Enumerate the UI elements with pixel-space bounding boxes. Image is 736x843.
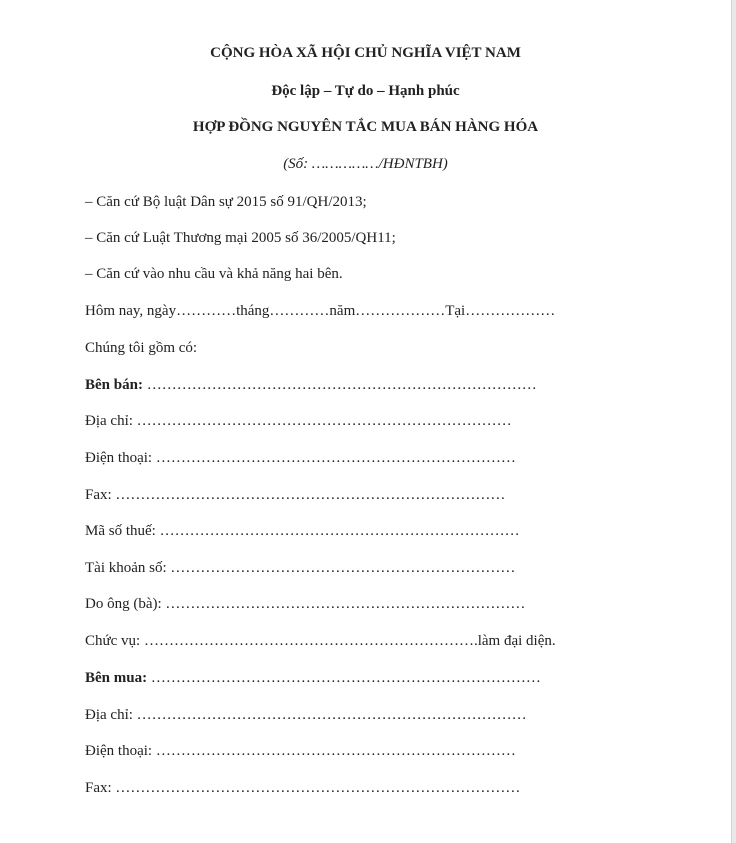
buyer-phone: Điện thoại: ……………………………………………………………… — [85, 743, 516, 759]
seller-name-blank: …………………………………………………………………… — [142, 377, 537, 393]
seller-phone: Điện thoại: ……………………………………………………………… — [85, 450, 516, 466]
seller-representative: Do ông (bà): ……………………………………………………………… — [85, 596, 526, 612]
national-motto: Độc lập – Tự do – Hạnh phúc — [271, 83, 460, 99]
basis-civil-code: – Căn cứ Bộ luật Dân sự 2015 số 91/QH/2013; — [85, 194, 367, 210]
seller-fax: Fax: …………………………………………………………………… — [85, 487, 506, 503]
contract-title: HỢP ĐỒNG NGUYÊN TẮC MUA BÁN HÀNG HÓA — [192, 119, 539, 135]
page-edge-divider — [731, 0, 736, 843]
seller-position: Chức vụ: ………………………………………………………….làm đại diện. — [85, 633, 556, 649]
buyer-heading-line — [85, 670, 541, 687]
seller-heading-line — [85, 377, 537, 394]
basis-mutual-needs: – Căn cứ vào nhu cầu và khả năng hai bên. — [85, 266, 343, 282]
seller-address: Địa chỉ: ………………………………………………………………… — [85, 413, 512, 429]
seller-account: Tài khoản số: …………………………………………………………… — [85, 560, 516, 576]
buyer-address: Địa chỉ: …………………………………………………………………… — [85, 707, 527, 723]
contract-number: (Số: ……………/HĐNTBH) — [283, 156, 448, 172]
seller-tax-code: Mã số thuế: ……………………………………………………………… — [85, 523, 520, 539]
buyer-heading: Bên mua: — [85, 670, 148, 686]
date-location-line: Hôm nay, ngày…………tháng…………năm………………Tại……………… — [85, 303, 556, 319]
buyer-name-blank: …………………………………………………………………… — [147, 670, 541, 686]
basis-commercial-law: – Căn cứ Luật Thương mại 2005 số 36/2005/QH11; — [85, 230, 396, 246]
parties-intro: Chúng tôi gồm có: — [85, 340, 198, 356]
seller-heading: Bên bán: — [85, 377, 143, 393]
national-title: CỘNG HÒA XÃ HỘI CHỦ NGHĨA VIỆT NAM — [210, 45, 521, 61]
buyer-fax: Fax: ……………………………………………………………………… — [85, 780, 521, 796]
